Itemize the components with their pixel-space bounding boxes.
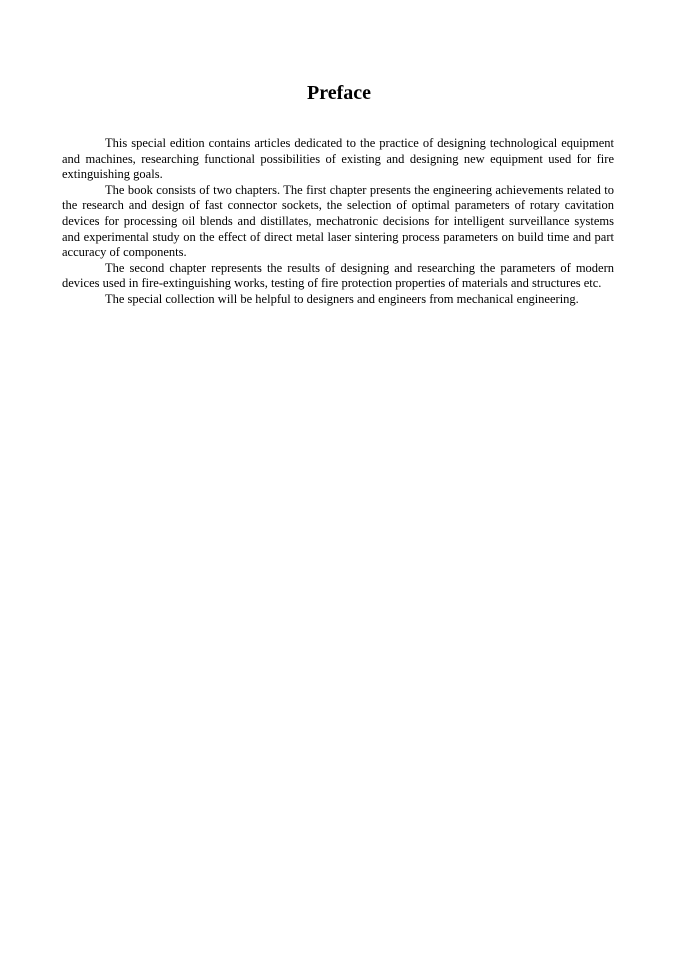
paragraph-3: The second chapter represents the results of designing and researching the parameters of modern devices used in fire-extinguishing works, testing of fire protection properties of materials and structures etc. [62,260,614,291]
preface-body [62,136,614,308]
paragraph-2: The book consists of two chapters. The first chapter presents the engineering achievements related to the research and design of fast connector sockets, the selection of optimal parameters of rotary cavitation devices for processing oil blends and distillates, mechatronic decisions for intelligent surveillance systems and experimental study on the effect of direct metal laser sintering process parameters on build time and part accuracy of components. [62,182,614,260]
paragraph-1: This special edition contains articles dedicated to the practice of designing technological equipment and machines, researching functional possibilities of existing and designing new equipment used for fire extinguishing goals. [62,136,614,182]
paragraph-4: The special collection will be helpful to designers and engineers from mechanical engineering. [105,291,579,306]
page-title: Preface [306,82,372,104]
